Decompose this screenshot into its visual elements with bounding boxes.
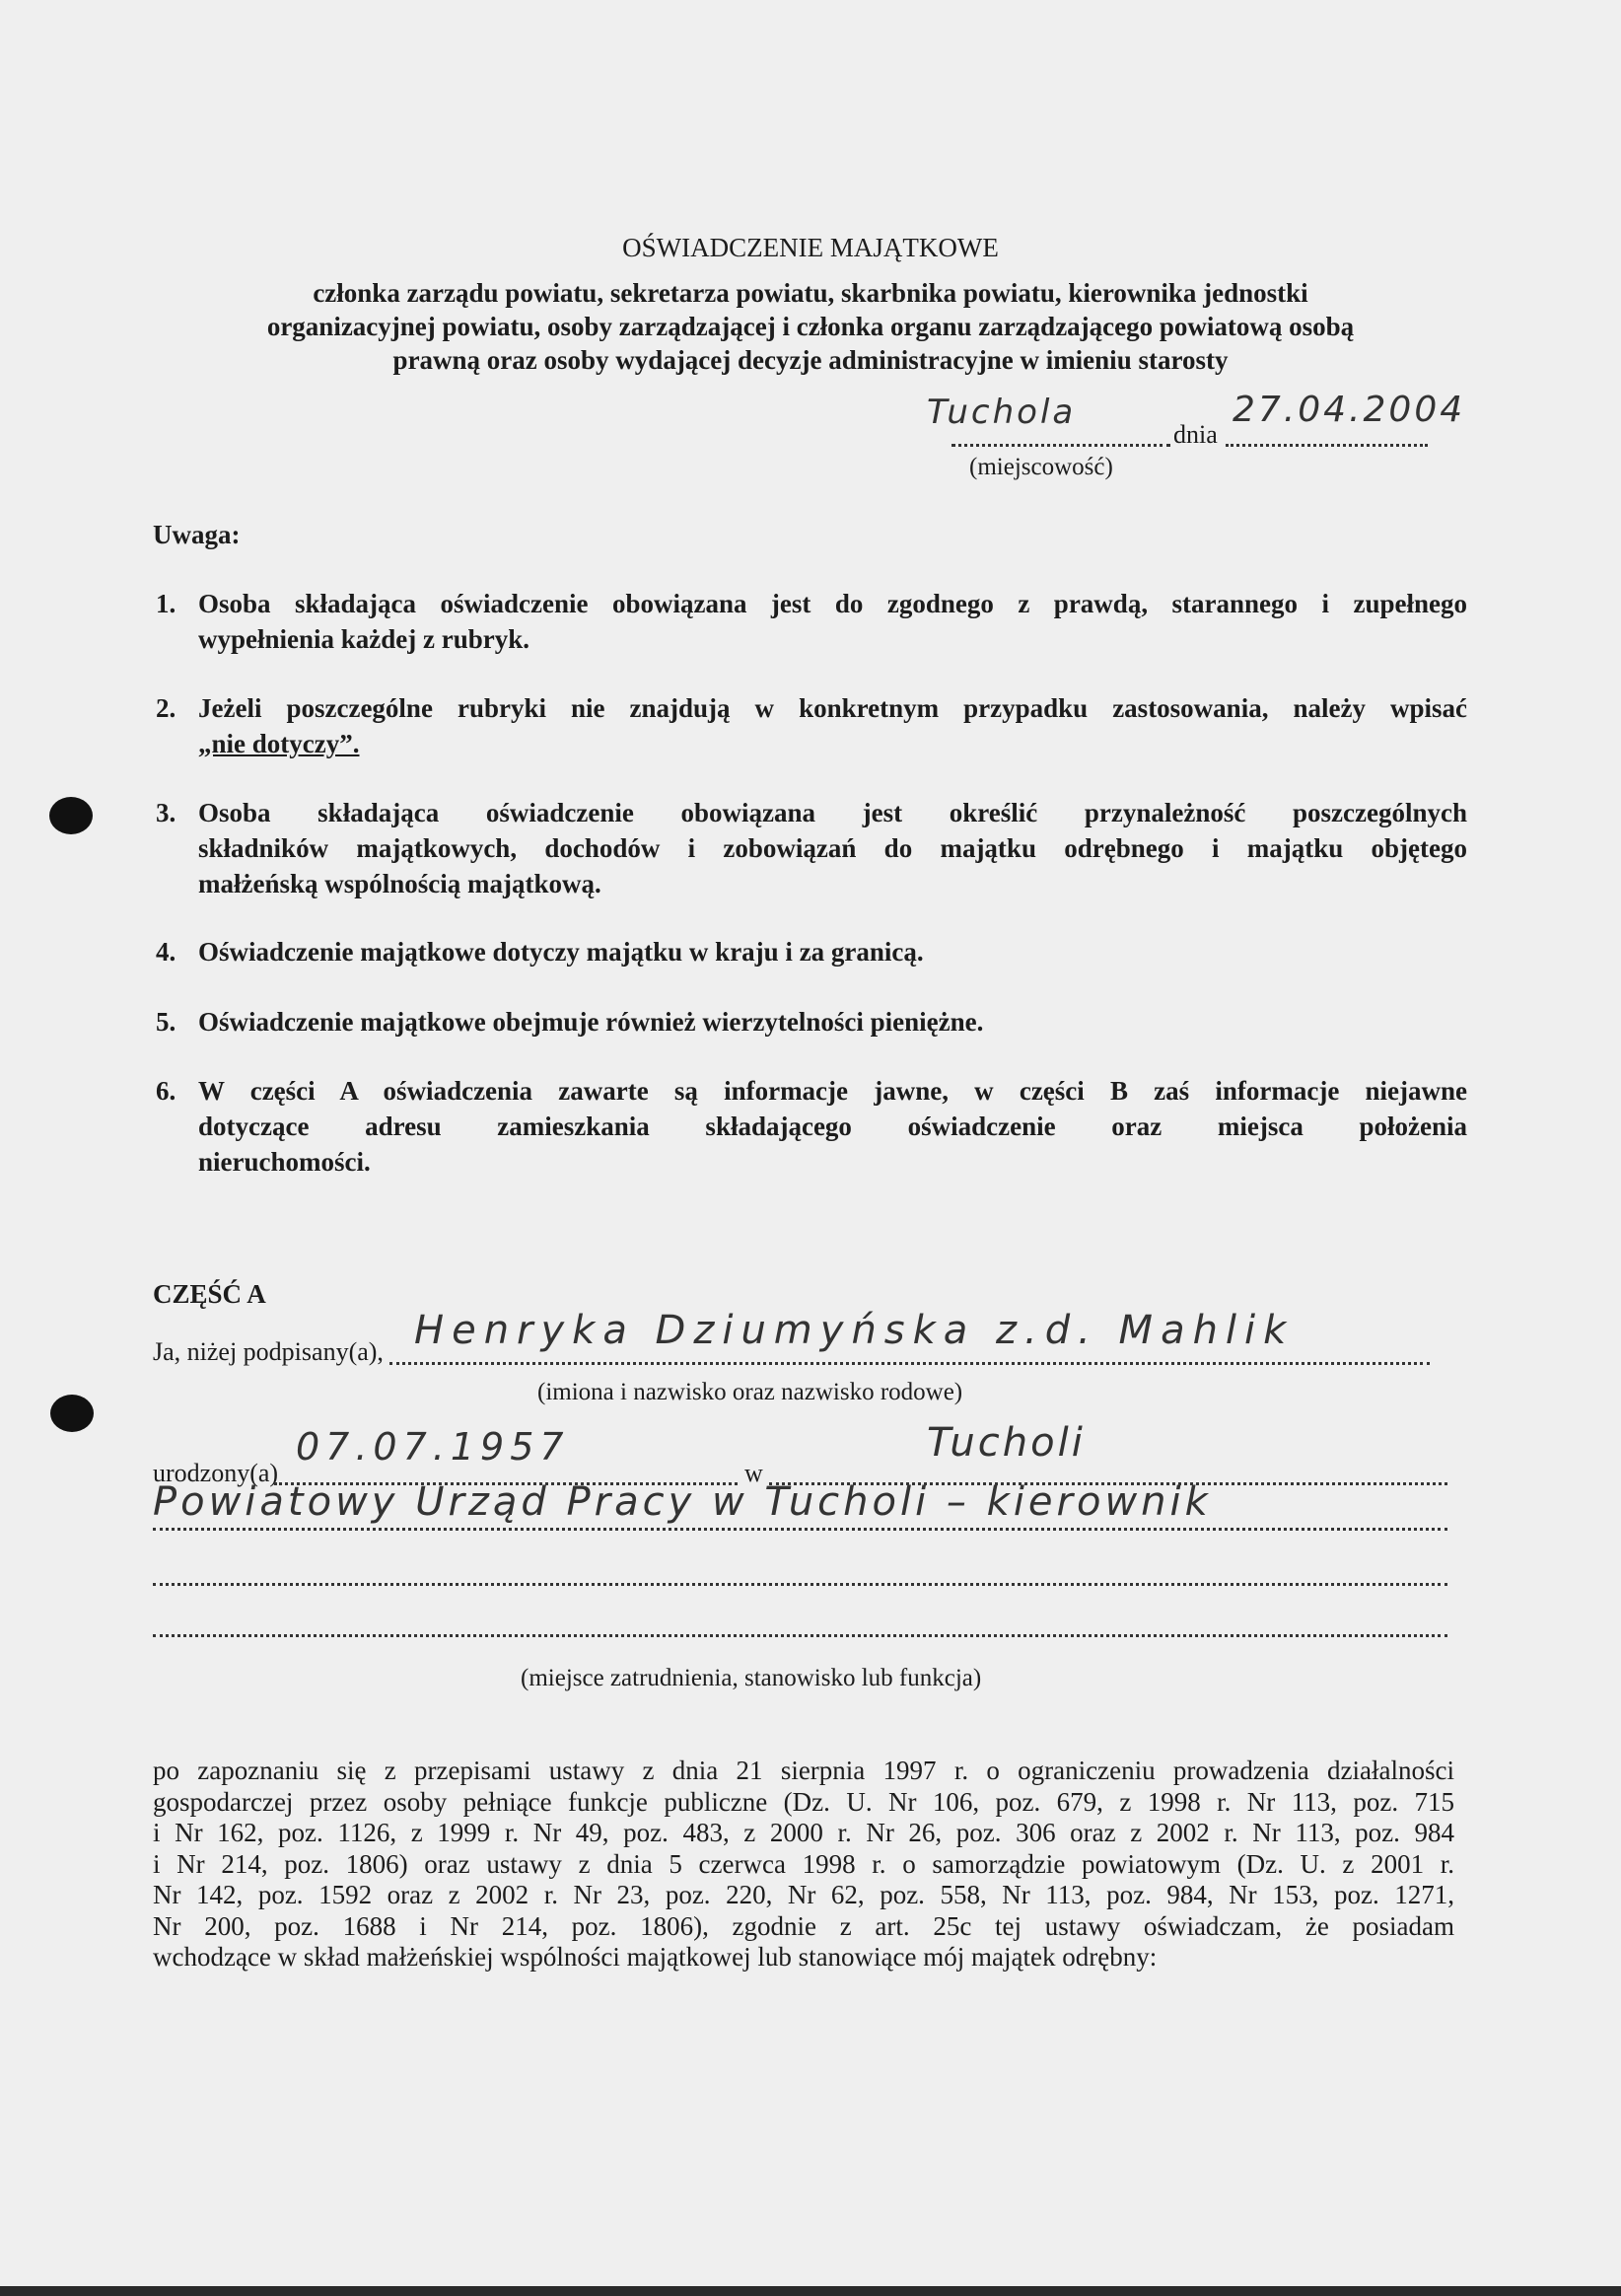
note-text-line: Jeżeli poszczególne rubryki nie znajdują w konkretnym przypadku zastosowania, należy wpisać bbox=[198, 693, 1467, 723]
scan-bottom-edge bbox=[0, 2286, 1621, 2296]
place-caption: (miejscowość) bbox=[969, 454, 1113, 480]
note-number: 4. bbox=[156, 937, 176, 967]
statement-line: gospodarczej przez osoby pełniące funkcje publiczne (Dz. U. Nr 106, poz. 679, z 1998 r. Nr 113, poz. 715 bbox=[153, 1786, 1454, 1817]
note-text-line: Osoba składająca oświadczenie obowiązana jest do zgodnego z prawdą, starannego i zupełnego bbox=[198, 589, 1467, 618]
note-item-2 bbox=[156, 690, 1467, 761]
note-item-1 bbox=[156, 586, 1467, 657]
part-a-heading: CZĘŚĆ A bbox=[153, 1279, 266, 1309]
signer-field-dots bbox=[389, 1362, 1430, 1365]
place-field-value[interactable]: Tuchola bbox=[927, 393, 1077, 432]
note-text-line: W części A oświadczenia zawarte są informacje jawne, w części B zaś informacje niejawne bbox=[198, 1076, 1467, 1106]
signer-field-value[interactable]: Henryka Dziumyńska z.d. Mahlik bbox=[414, 1308, 1295, 1353]
note-item-3 bbox=[156, 795, 1467, 901]
notes-heading: Uwaga: bbox=[153, 520, 241, 549]
date-field-value[interactable]: 27.04.2004 bbox=[1233, 390, 1466, 430]
statement-line: Nr 200, poz. 1688 i Nr 214, poz. 1806), zgodnie z art. 25c tej ustawy oświadczam, że posiadam bbox=[153, 1910, 1454, 1941]
statement-line: i Nr 214, poz. 1806) oraz ustawy z dnia 5 czerwca 1998 r. o samorządzie powiatowym (Dz. U. z 2001 r. bbox=[153, 1848, 1454, 1879]
document-title: OŚWIADCZENIE MAJĄTKOWE bbox=[622, 233, 999, 262]
signer-caption: (imiona i nazwisko oraz nazwisko rodowe) bbox=[537, 1379, 963, 1405]
document-subtitle-line-2: organizacyjnej powiatu, osoby zarządzającej i członka organu zarządzającego powiatową osobą bbox=[266, 312, 1355, 341]
note-number: 3. bbox=[156, 798, 176, 827]
document-subtitle-line-3: prawną oraz osoby wydającej decyzje administracyjne w imieniu starosty bbox=[392, 345, 1229, 375]
employment-line-2-dots bbox=[153, 1583, 1447, 1586]
note-text-line: składników majątkowych, dochodów i zobowiązań do majątku odrębnego i majątku objętego bbox=[198, 833, 1467, 863]
place-field-dots bbox=[951, 444, 1170, 447]
note-text-line: Oświadczenie majątkowe obejmuje również wierzytelności pieniężne. bbox=[198, 1007, 984, 1037]
statement-line: Nr 142, poz. 1592 oraz z 2002 r. Nr 23, poz. 220, Nr 62, poz. 558, Nr 113, poz. 984, Nr 153, poz. 1271, bbox=[153, 1880, 1454, 1909]
note-text-line: nieruchomości. bbox=[198, 1147, 371, 1177]
note-text-line: Osoba składająca oświadczenie obowiązana jest określić przynależność poszczególnych bbox=[198, 798, 1467, 827]
statement-line: po zapoznaniu się z przepisami ustawy z dnia 21 sierpnia 1997 r. o ograniczeniu prowadzenia działalności bbox=[153, 1756, 1454, 1785]
note-item-5 bbox=[156, 1004, 1467, 1040]
note-text-line: dotyczące adresu zamieszkania składającego oświadczenie oraz miejsca położenia bbox=[198, 1112, 1467, 1141]
employment-line-3-dots bbox=[153, 1634, 1447, 1637]
statement-paragraph bbox=[153, 1756, 1454, 1973]
date-field-dots bbox=[1226, 444, 1428, 447]
punch-hole-top bbox=[49, 797, 93, 834]
note-number: 1. bbox=[156, 589, 176, 618]
note-item-4 bbox=[156, 934, 1467, 969]
employment-value[interactable]: Powiatowy Urząd Pracy w Tucholi – kierownik bbox=[153, 1479, 1212, 1525]
signer-label: Ja, niżej podpisany(a), bbox=[153, 1337, 384, 1366]
note-text-line: „nie dotyczy”. bbox=[198, 729, 360, 758]
note-number: 2. bbox=[156, 693, 176, 723]
note-number: 5. bbox=[156, 1007, 176, 1037]
punch-hole-bottom bbox=[50, 1395, 94, 1432]
born-label: urodzony(a) bbox=[153, 1459, 279, 1487]
document-subtitle-line-1: członka zarządu powiatu, sekretarza powiatu, skarbnika powiatu, kierownika jednostki bbox=[313, 278, 1308, 308]
note-text-line: wypełnienia każdej z rubryk. bbox=[198, 624, 530, 654]
statement-line: wchodzące w skład małżeńskiej wspólności majątkowej lub stanowiące mój majątek odrębny: bbox=[153, 1942, 1158, 1972]
note-text-line: Oświadczenie majątkowe dotyczy majątku w kraju i za granicą. bbox=[198, 937, 924, 967]
employment-line-1-dots bbox=[153, 1528, 1447, 1531]
statement-line: i Nr 162, poz. 1126, z 1999 r. Nr 49, poz. 483, z 2000 r. Nr 26, poz. 306 oraz z 2002 r. Nr 113, poz. 984 bbox=[153, 1818, 1454, 1847]
born-date-value[interactable]: 07.07.1957 bbox=[296, 1425, 570, 1469]
note-number: 6. bbox=[156, 1076, 176, 1106]
employment-caption: (miejsce zatrudnienia, stanowisko lub funkcja) bbox=[521, 1665, 982, 1691]
born-in-label: w bbox=[744, 1459, 763, 1487]
note-text-line: małżeńską wspólnością majątkową. bbox=[198, 869, 601, 898]
date-label: dnia bbox=[1173, 420, 1218, 449]
born-place-value[interactable]: Tucholi bbox=[927, 1420, 1086, 1466]
note-item-6 bbox=[156, 1073, 1467, 1180]
